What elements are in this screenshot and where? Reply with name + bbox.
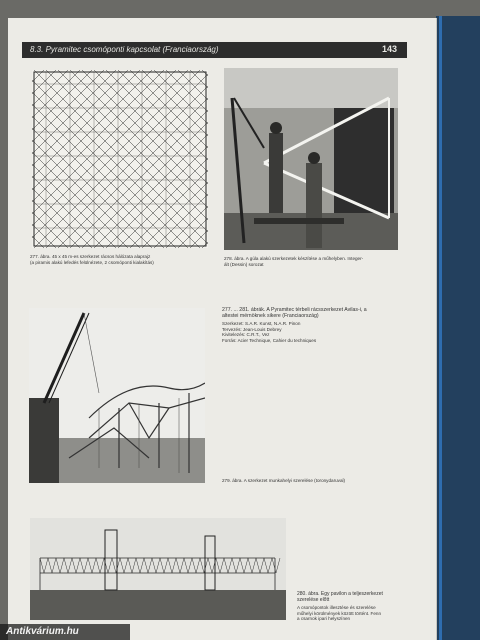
caption-279-line1: 279. ábra. A szerkezet munkahelyi szerelése (toronydaruval) <box>222 478 346 483</box>
page-header <box>22 42 407 58</box>
caption-280-line3: A csomópontok illesztése és szerelése <box>297 605 376 611</box>
pavilion-photo <box>30 518 286 620</box>
caption-277-line2: (a piramis alakú lefedés felülnézete, 2 csomóponti kialakítás) <box>30 259 154 265</box>
workshop-photo-drawing <box>224 68 398 250</box>
caption-block-line1: 277. ... 281. ábrák. A Pyramitec térbeli rácsszerkezet Avilas-i, a <box>222 307 367 313</box>
caption-277 <box>30 254 230 265</box>
caption-block-line6: Forrás: Acier Technique, Cahier du techniques <box>222 337 317 343</box>
lattice-plan-figure <box>32 70 208 248</box>
section-title: 8.3. Pyramitec csomóponti kapcsolat (Franciaország) <box>30 45 219 54</box>
caption-block-277-281 <box>222 308 417 344</box>
caption-278-line2: ált (Dessin) sorozat <box>224 261 264 267</box>
watermark: Antikvárium.hu <box>0 624 130 640</box>
caption-block-line4: Tervezés: Jean-Louis Debrey <box>222 326 282 332</box>
caption-279 <box>222 478 412 484</box>
caption-280-line4: műhelyi körülmények között történt. Fenn <box>297 610 382 616</box>
page-number: 143 <box>381 44 397 54</box>
crane-photo <box>29 308 205 483</box>
caption-block-line3: Szerkezet: S.A.R. Kunst, N.A.R. Pinon <box>222 321 301 327</box>
caption-278-line1: 278. ábra. A gúla alakú szerkezetek készítése a műhelyben. Integer- <box>224 256 364 261</box>
caption-277-line1: 277. ábra. 45 x 45 m-es szerkezet rácsos hálózata alaprajz <box>30 254 151 259</box>
caption-block-line2: altestei mérnöknek sikere (Franciaország) <box>222 312 319 319</box>
caption-278 <box>224 256 404 267</box>
crane-photo-drawing <box>29 308 205 483</box>
pavilion-photo-drawing <box>30 518 286 620</box>
caption-280-line5: a csarnok ipari helyszínen <box>297 616 351 622</box>
caption-280-line1: 280. ábra. Egy pavilon a teljeszerkezet <box>297 591 383 597</box>
caption-block-line5: Kivitelezés: C.R.T., Vez <box>222 332 270 338</box>
lattice-plan-drawing <box>32 70 208 248</box>
caption-280-line2: szerelése előtt <box>297 596 330 603</box>
book-spine <box>436 16 480 640</box>
caption-280 <box>297 592 429 622</box>
workshop-photo <box>224 68 398 250</box>
spine-stripe <box>439 16 442 640</box>
